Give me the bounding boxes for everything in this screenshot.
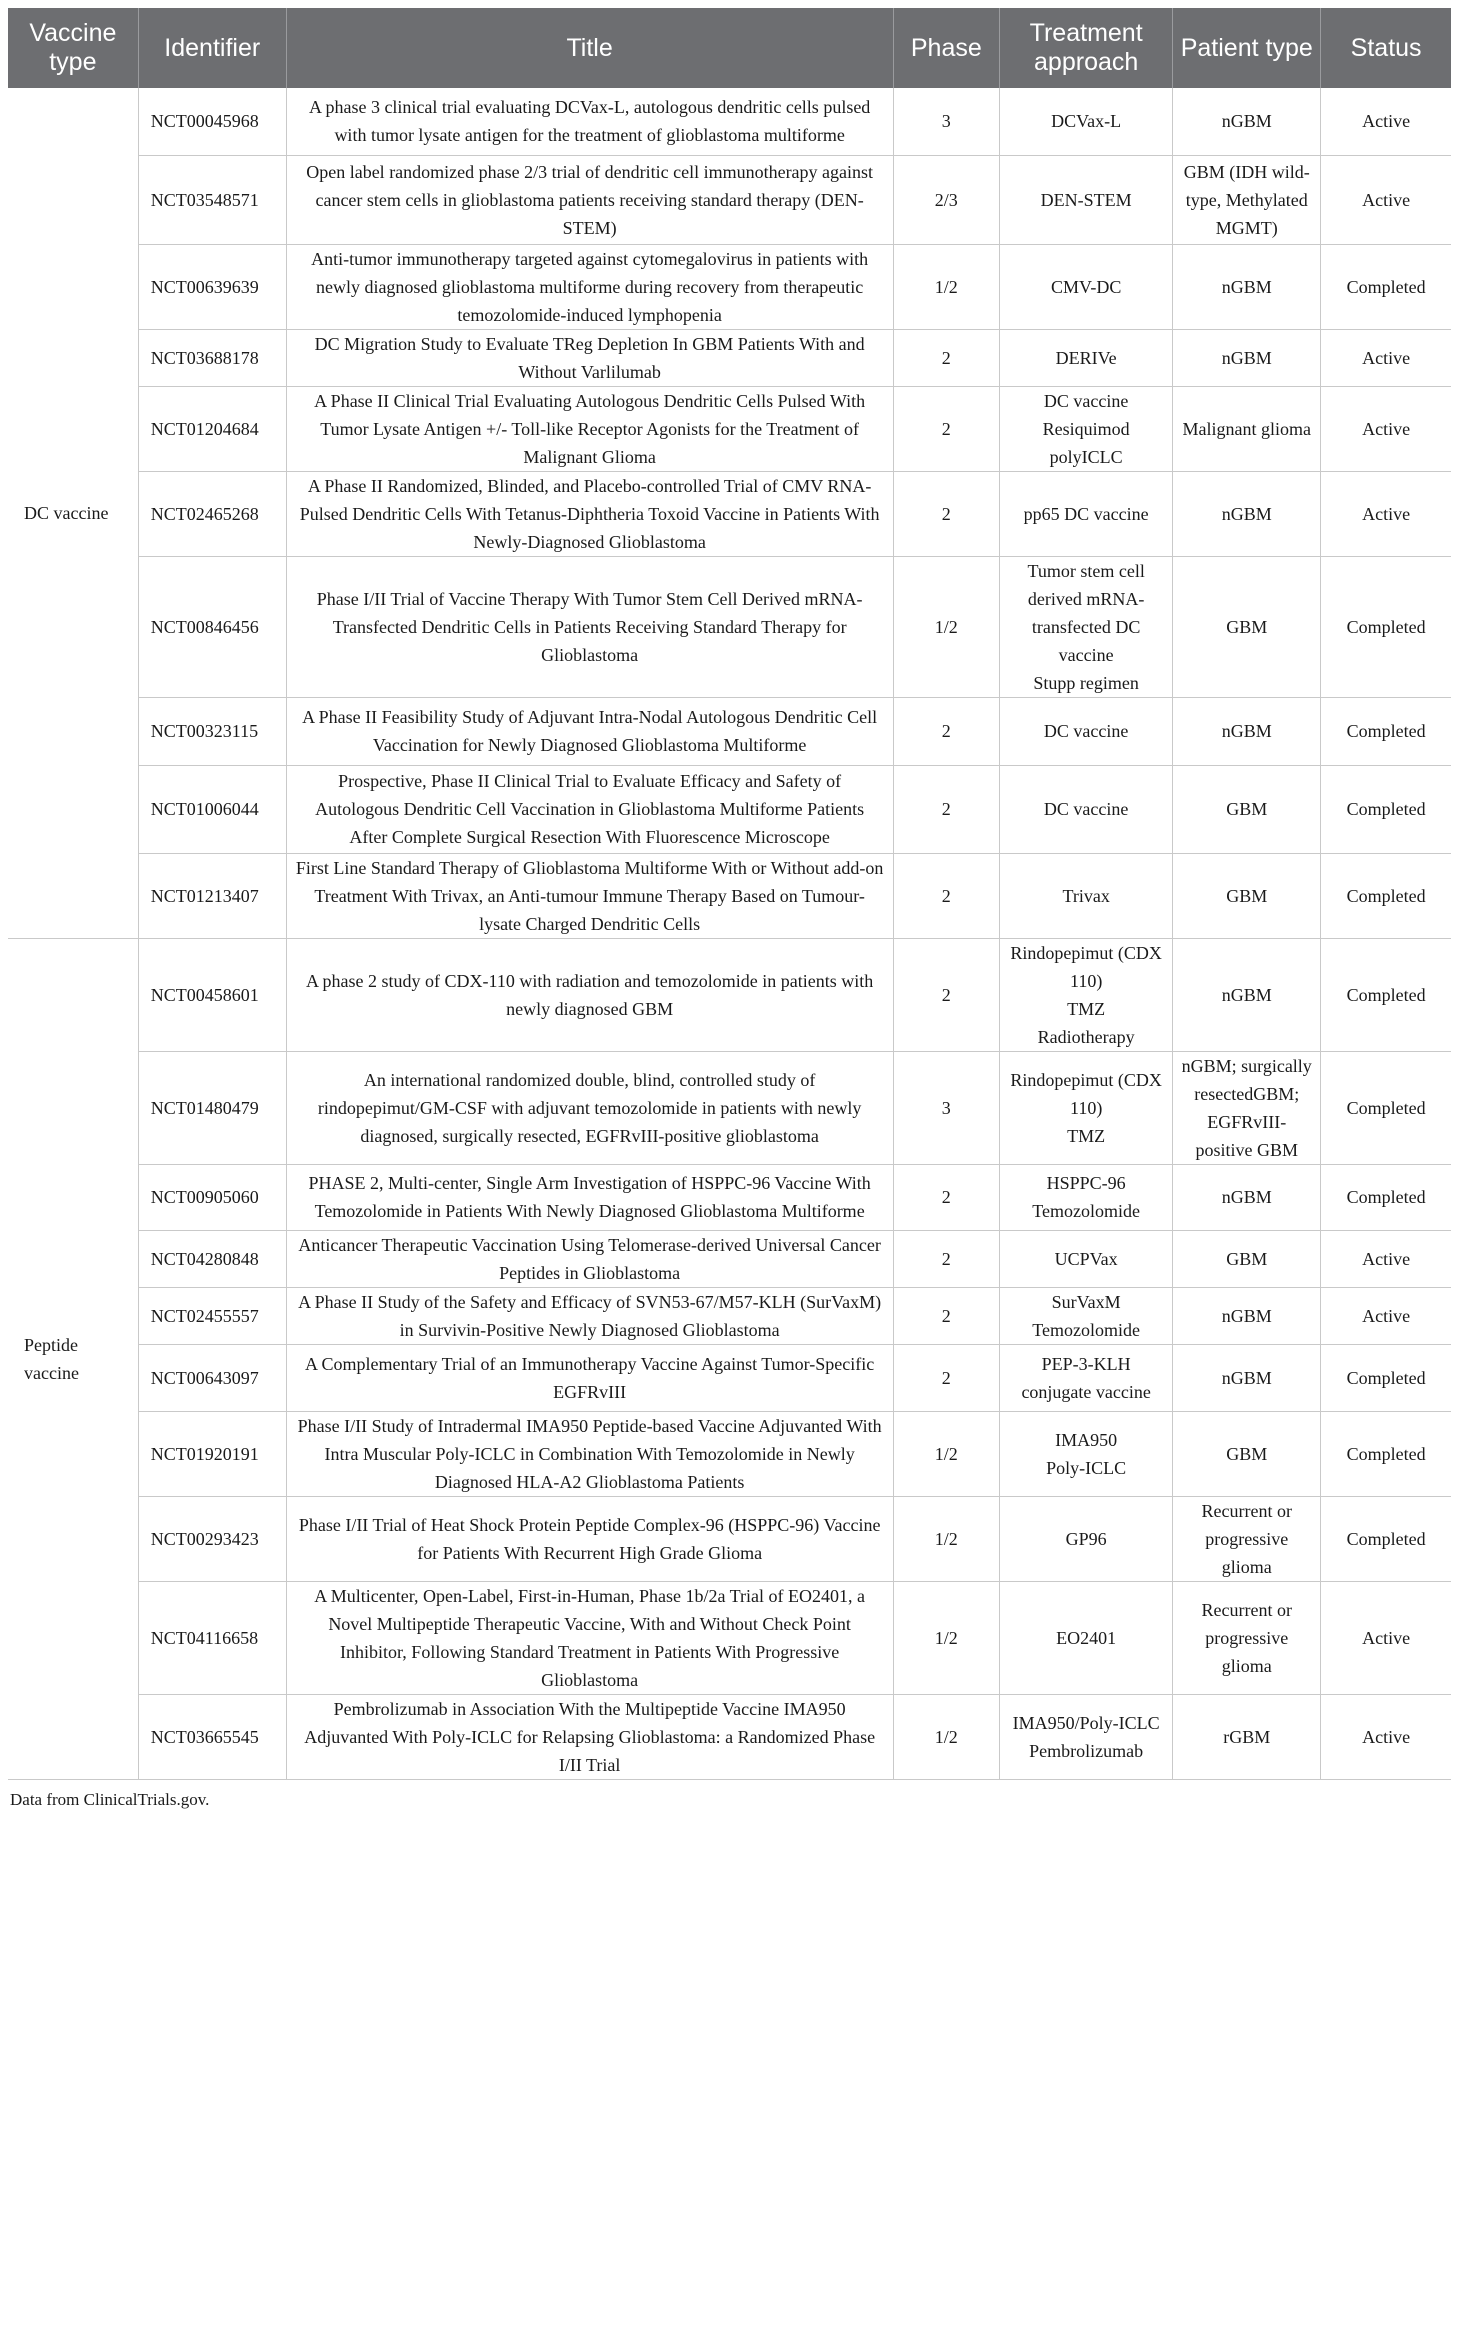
table-row [8, 1581, 1451, 1694]
trial-title: Phase I/II Trial of Vaccine Therapy With Tumor Stem Cell Derived mRNA- Transfected Dendritic Cells in Patients Receiving Standard Therapy for Glioblastoma [286, 556, 893, 697]
table-row [8, 88, 1451, 155]
trial-phase: 3 [893, 1051, 1000, 1164]
table-row [8, 1164, 1451, 1230]
table-row [8, 1694, 1451, 1779]
trial-treatment-approach: DC vaccine Resiquimod polyICLC [1000, 386, 1173, 471]
trial-status: Completed [1321, 1164, 1451, 1230]
trial-title: Anti-tumor immunotherapy targeted against cytomegalovirus in patients with newly diagnosed glioblastoma multiforme during recovery from therapeutic temozolomide-induced lymphopenia [286, 244, 893, 329]
trial-status: Active [1321, 155, 1451, 244]
clinical-trials-table [8, 8, 1451, 1780]
trial-title: A Phase II Clinical Trial Evaluating Autologous Dendritic Cells Pulsed With Tumor Lysate Antigen +/- Toll-like Receptor Agonists for the Treatment of Malignant Glioma [286, 386, 893, 471]
header-treatment-approach: Treatment approach [1000, 8, 1173, 88]
trial-title: An international randomized double, blind, controlled study of rindopepimut/GM-CSF with adjuvant temozolomide in patients with newly diagnosed, surgically resected, EGFRvIII-positive glioblastoma [286, 1051, 893, 1164]
trial-identifier: NCT00323115 [138, 697, 286, 765]
table-row [8, 329, 1451, 386]
table-row [8, 1287, 1451, 1344]
trial-patient-type: nGBM; surgically resectedGBM; EGFRvIII-positive GBM [1173, 1051, 1321, 1164]
table-row [8, 765, 1451, 853]
trial-title: A Phase II Feasibility Study of Adjuvant Intra-Nodal Autologous Dendritic Cell Vaccination for Newly Diagnosed Glioblastoma Multiforme [286, 697, 893, 765]
header-phase: Phase [893, 8, 1000, 88]
trial-treatment-approach: GP96 [1000, 1496, 1173, 1581]
trial-phase: 1/2 [893, 1694, 1000, 1779]
trial-status: Active [1321, 1694, 1451, 1779]
trial-identifier: NCT04116658 [138, 1581, 286, 1694]
trial-status: Active [1321, 386, 1451, 471]
header-identifier: Identifier [138, 8, 286, 88]
table-row [8, 938, 1451, 1051]
trial-status: Completed [1321, 1344, 1451, 1411]
trial-patient-type: nGBM [1173, 1287, 1321, 1344]
vaccine-type-cell: Peptide vaccine [8, 938, 138, 1779]
trial-treatment-approach: PEP-3-KLH conjugate vaccine [1000, 1344, 1173, 1411]
trial-identifier: NCT00643097 [138, 1344, 286, 1411]
trial-phase: 1/2 [893, 556, 1000, 697]
table-row [8, 155, 1451, 244]
table-row [8, 1411, 1451, 1496]
trial-phase: 2 [893, 386, 1000, 471]
trial-status: Active [1321, 1581, 1451, 1694]
trial-phase: 2 [893, 1164, 1000, 1230]
trial-treatment-approach: EO2401 [1000, 1581, 1173, 1694]
trial-identifier: NCT01006044 [138, 765, 286, 853]
trial-identifier: NCT01204684 [138, 386, 286, 471]
trial-phase: 2 [893, 1287, 1000, 1344]
trial-patient-type: GBM [1173, 1411, 1321, 1496]
trial-phase: 2 [893, 329, 1000, 386]
trial-treatment-approach: SurVaxM Temozolomide [1000, 1287, 1173, 1344]
trial-identifier: NCT04280848 [138, 1230, 286, 1287]
trial-phase: 1/2 [893, 1496, 1000, 1581]
trial-phase: 2 [893, 1344, 1000, 1411]
trial-title: A Multicenter, Open-Label, First-in-Human, Phase 1b/2a Trial of EO2401, a Novel Multipeptide Therapeutic Vaccine, With and Without Check Point Inhibitor, Following Standard Treatment in Patients With Progressive Glioblastoma [286, 1581, 893, 1694]
trial-identifier: NCT02455557 [138, 1287, 286, 1344]
trial-status: Active [1321, 329, 1451, 386]
trial-phase: 2 [893, 938, 1000, 1051]
trial-treatment-approach: DCVax-L [1000, 88, 1173, 155]
trial-patient-type: nGBM [1173, 1164, 1321, 1230]
trial-patient-type: GBM [1173, 765, 1321, 853]
table-row [8, 471, 1451, 556]
trial-status: Completed [1321, 1411, 1451, 1496]
header-row [8, 8, 1451, 88]
trial-treatment-approach: IMA950 Poly-ICLC [1000, 1411, 1173, 1496]
trial-treatment-approach: Trivax [1000, 853, 1173, 938]
trial-treatment-approach: UCPVax [1000, 1230, 1173, 1287]
trial-identifier: NCT03665545 [138, 1694, 286, 1779]
trial-identifier: NCT02465268 [138, 471, 286, 556]
table-row [8, 853, 1451, 938]
table-row [8, 556, 1451, 697]
trial-identifier: NCT01920191 [138, 1411, 286, 1496]
trial-phase: 3 [893, 88, 1000, 155]
trial-title: A Phase II Study of the Safety and Efficacy of SVN53-67/M57-KLH (SurVaxM) in Survivin-Positive Newly Diagnosed Glioblastoma [286, 1287, 893, 1344]
trial-phase: 2 [893, 853, 1000, 938]
trial-identifier: NCT03688178 [138, 329, 286, 386]
header-vaccine-type: Vaccine type [8, 8, 138, 88]
trial-title: Open label randomized phase 2/3 trial of dendritic cell immunotherapy against cancer stem cells in glioblastoma patients receiving standard therapy (DEN-STEM) [286, 155, 893, 244]
header-patient-type: Patient type [1173, 8, 1321, 88]
trial-treatment-approach: DC vaccine [1000, 765, 1173, 853]
trial-patient-type: nGBM [1173, 697, 1321, 765]
trial-title: PHASE 2, Multi-center, Single Arm Investigation of HSPPC-96 Vaccine With Temozolomide in Patients With Newly Diagnosed Glioblastoma Multiforme [286, 1164, 893, 1230]
vaccine-type-cell: DC vaccine [8, 88, 138, 938]
trial-status: Completed [1321, 244, 1451, 329]
trial-treatment-approach: HSPPC-96 Temozolomide [1000, 1164, 1173, 1230]
trial-status: Completed [1321, 1051, 1451, 1164]
trial-identifier: NCT03548571 [138, 155, 286, 244]
table-row [8, 1230, 1451, 1287]
trial-identifier: NCT00905060 [138, 1164, 286, 1230]
table-row [8, 1344, 1451, 1411]
trial-title: Phase I/II Study of Intradermal IMA950 Peptide-based Vaccine Adjuvanted With Intra Muscular Poly-ICLC in Combination With Temozolomide in Newly Diagnosed HLA-A2 Glioblastoma Patients [286, 1411, 893, 1496]
trial-status: Completed [1321, 938, 1451, 1051]
trial-treatment-approach: DEN-STEM [1000, 155, 1173, 244]
trial-patient-type: GBM (IDH wild-type, Methylated MGMT) [1173, 155, 1321, 244]
trial-treatment-approach: IMA950/Poly-ICLC Pembrolizumab [1000, 1694, 1173, 1779]
trial-title: A Phase II Randomized, Blinded, and Placebo-controlled Trial of CMV RNA-Pulsed Dendritic Cells With Tetanus-Diphtheria Toxoid Vaccine in Patients With Newly-Diagnosed Glioblastoma [286, 471, 893, 556]
trial-patient-type: nGBM [1173, 1344, 1321, 1411]
trial-title: Pembrolizumab in Association With the Multipeptide Vaccine IMA950 Adjuvanted With Poly-ICLC for Relapsing Glioblastoma: a Randomized Phase I/II Trial [286, 1694, 893, 1779]
trial-identifier: NCT00458601 [138, 938, 286, 1051]
trial-status: Active [1321, 1230, 1451, 1287]
trial-status: Active [1321, 88, 1451, 155]
header-title: Title [286, 8, 893, 88]
trial-patient-type: nGBM [1173, 938, 1321, 1051]
header-status: Status [1321, 8, 1451, 88]
trial-title: Phase I/II Trial of Heat Shock Protein Peptide Complex-96 (HSPPC-96) Vaccine for Patients With Recurrent High Grade Glioma [286, 1496, 893, 1581]
trial-treatment-approach: Rindopepimut (CDX 110) TMZ [1000, 1051, 1173, 1164]
trial-patient-type: rGBM [1173, 1694, 1321, 1779]
trial-phase: 2 [893, 471, 1000, 556]
trial-title: A phase 3 clinical trial evaluating DCVax-L, autologous dendritic cells pulsed with tumor lysate antigen for the treatment of glioblastoma multiforme [286, 88, 893, 155]
trial-status: Completed [1321, 1496, 1451, 1581]
trial-title: DC Migration Study to Evaluate TReg Depletion In GBM Patients With and Without Varlilumab [286, 329, 893, 386]
trial-identifier: NCT01213407 [138, 853, 286, 938]
trial-patient-type: GBM [1173, 556, 1321, 697]
trial-phase: 2 [893, 1230, 1000, 1287]
trial-phase: 1/2 [893, 1411, 1000, 1496]
trial-status: Completed [1321, 765, 1451, 853]
trial-patient-type: nGBM [1173, 329, 1321, 386]
trial-treatment-approach: CMV-DC [1000, 244, 1173, 329]
trial-title: First Line Standard Therapy of Glioblastoma Multiforme With or Without add-on Treatment With Trivax, an Anti-tumour Immune Therapy Based on Tumour-lysate Charged Dendritic Cells [286, 853, 893, 938]
trial-status: Completed [1321, 556, 1451, 697]
trial-title: A Complementary Trial of an Immunotherapy Vaccine Against Tumor-Specific EGFRvIII [286, 1344, 893, 1411]
trial-title: Prospective, Phase II Clinical Trial to Evaluate Efficacy and Safety of Autologous Dendritic Cell Vaccination in Glioblastoma Multiforme Patients After Complete Surgical Resection With Fluorescence Microscope [286, 765, 893, 853]
table-row [8, 386, 1451, 471]
trial-treatment-approach: pp65 DC vaccine [1000, 471, 1173, 556]
trial-patient-type: nGBM [1173, 471, 1321, 556]
table-header [8, 8, 1451, 88]
table-row [8, 1496, 1451, 1581]
trial-title: Anticancer Therapeutic Vaccination Using Telomerase-derived Universal Cancer Peptides in Glioblastoma [286, 1230, 893, 1287]
trial-patient-type: GBM [1173, 1230, 1321, 1287]
table-row [8, 1051, 1451, 1164]
table-row [8, 697, 1451, 765]
trial-phase: 1/2 [893, 244, 1000, 329]
trial-phase: 2 [893, 697, 1000, 765]
trial-patient-type: Recurrent or progressive glioma [1173, 1581, 1321, 1694]
trial-patient-type: Recurrent or progressive glioma [1173, 1496, 1321, 1581]
table-footnote: Data from ClinicalTrials.gov. [10, 1789, 210, 1809]
trial-treatment-approach: DC vaccine [1000, 697, 1173, 765]
trial-treatment-approach: Tumor stem cell derived mRNA-transfected DC vaccine Stupp regimen [1000, 556, 1173, 697]
trial-identifier: NCT00639639 [138, 244, 286, 329]
trial-patient-type: GBM [1173, 853, 1321, 938]
trial-patient-type: nGBM [1173, 244, 1321, 329]
trial-treatment-approach: DERIVe [1000, 329, 1173, 386]
trial-title: A phase 2 study of CDX-110 with radiation and temozolomide in patients with newly diagnosed GBM [286, 938, 893, 1051]
trial-phase: 1/2 [893, 1581, 1000, 1694]
trial-status: Active [1321, 1287, 1451, 1344]
trial-identifier: NCT00846456 [138, 556, 286, 697]
trial-identifier: NCT00045968 [138, 88, 286, 155]
trial-identifier: NCT00293423 [138, 1496, 286, 1581]
trial-status: Completed [1321, 853, 1451, 938]
trial-phase: 2 [893, 765, 1000, 853]
trial-status: Completed [1321, 697, 1451, 765]
trial-status: Active [1321, 471, 1451, 556]
trial-patient-type: nGBM [1173, 88, 1321, 155]
trial-treatment-approach: Rindopepimut (CDX 110) TMZ Radiotherapy [1000, 938, 1173, 1051]
trial-patient-type: Malignant glioma [1173, 386, 1321, 471]
trial-phase: 2/3 [893, 155, 1000, 244]
table-row [8, 244, 1451, 329]
trial-identifier: NCT01480479 [138, 1051, 286, 1164]
table-body [8, 88, 1451, 1779]
table-container [8, 8, 1451, 1810]
